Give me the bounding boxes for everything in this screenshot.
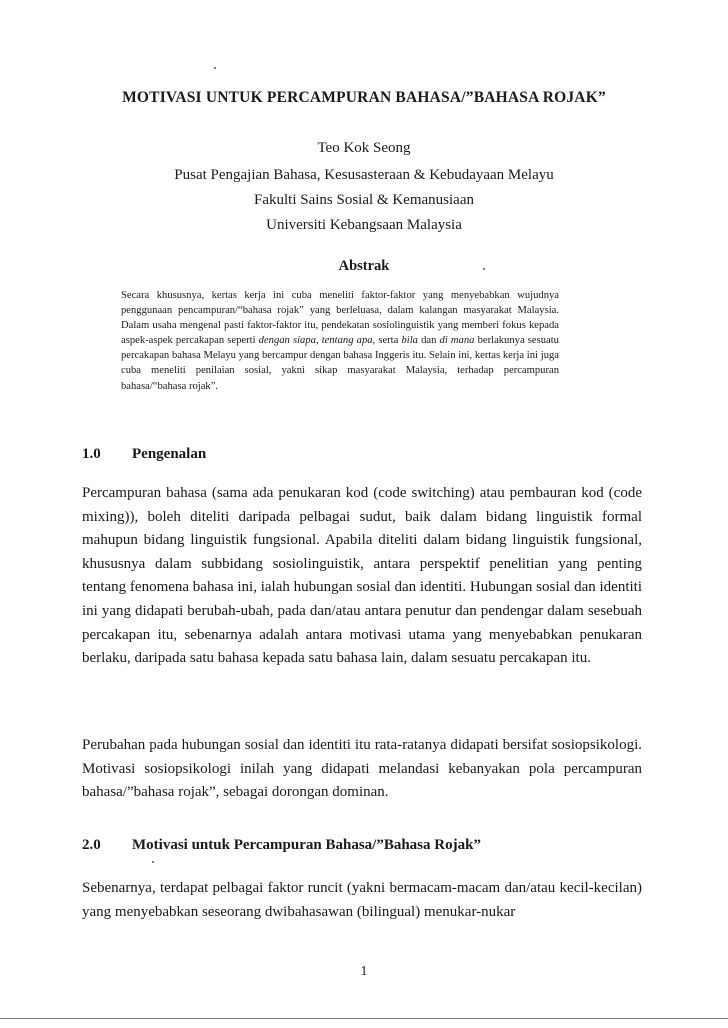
section-number: 1.0	[82, 446, 101, 462]
author-name: Teo Kok Seong	[317, 140, 411, 156]
abstract-text: serta	[375, 335, 402, 347]
body-paragraph: Percampuran bahasa (sama ada penukaran kod (code switching) atau pembauran kod (code mixing)), boleh diteliti daripada pelbagai sudut, baik dalam bidang linguistik formal mahupun bidang linguistik fungsional. Apabila diteliti dalam bidang linguistik fungsional, khususnya dalam subbidang sosiolinguistik, antara perspektif penelitian yang penting tentang fenomena bahasa ini, ialah hubungan sosial dan identiti. Hubungan sosial dan identiti ini yang didapati berubah-ubah, pada dan/atau antara penutur dan pendengar dalam sesebuah percakapan itu, sebenarnya adalah antara motivasi utama yang menyebabkan penukaran berlaku, daripada satu bahasa kepada satu bahasa lain, dalam sesuatu percakapan itu.	[82, 485, 642, 667]
affiliation-university: Universiti Kebangsaan Malaysia	[266, 217, 462, 233]
paper-title: MOTIVASI UNTUK PERCAMPURAN BAHASA/”BAHASA ROJAK”	[122, 89, 606, 106]
body-paragraph: Sebenarnya, terdapat pelbagai faktor runcit (yakni bermacam-macam dan/atau kecil-kecilan) yang menyebabkan seseorang dwibahasawan (bilingual) menukar-nukar	[82, 880, 642, 920]
abstract-text: Secara khususnya, kertas kerja ini cuba meneliti faktor-faktor yang menyebabkan wujudnya penggunaan pencampuran/“bahasa rojak” yang berleluasa, dalam kalangan masyarakat Malaysia. Dalam usaha mengenal pasti faktor-faktor itu, pendekatan sosiolinguistik yang memberi fokus kepada aspek-aspek percakapan seperti	[121, 290, 559, 347]
scan-speck	[483, 268, 485, 270]
body-paragraph: Perubahan pada hubungan sosial dan identiti itu rata-ratanya didapati bersifat sosiopsikologi. Motivasi sosiopsikologi inilah yang didapati melandasi kebanyakan pola percampuran bahasa/”bahasa rojak”, sebagai dorongan dominan.	[82, 737, 642, 801]
section-title: Pengenalan	[132, 446, 207, 462]
abstract-italic-text: di mana	[439, 335, 475, 347]
affiliation-centre: Pusat Pengajian Bahasa, Kesusasteraan & Kebudayaan Melayu	[174, 167, 554, 183]
footer-scan-line	[0, 1018, 728, 1019]
abstract-body	[121, 288, 559, 394]
abstract-heading: Abstrak	[338, 258, 390, 274]
section-heading-motivation	[82, 837, 481, 854]
page-number: 1	[360, 964, 368, 979]
abstract-italic-text: bila	[401, 335, 418, 347]
section-heading-introduction	[82, 446, 206, 463]
affiliation-faculty: Fakulti Sains Sosial & Kemanusiaan	[254, 192, 474, 208]
abstract-italic-text: dengan siapa, tentang apa,	[258, 335, 376, 347]
section-title: Motivasi untuk Percampuran Bahasa/”Bahasa Rojak”	[132, 837, 481, 853]
scan-speck	[214, 67, 216, 69]
abstract-text: berlakunya sesuatu percakapan bahasa Melayu yang bercampur dengan bahasa Inggeris itu. Selain ini, kertas kerja ini juga cuba meneliti penilaian sosial, yakni sikap masyarakat Malaysia, terhadap percampuran bahasa/“bahasa rojak”.	[121, 335, 559, 392]
scan-speck	[152, 861, 154, 863]
abstract-text: dan	[417, 335, 440, 347]
section-number: 2.0	[82, 837, 101, 853]
